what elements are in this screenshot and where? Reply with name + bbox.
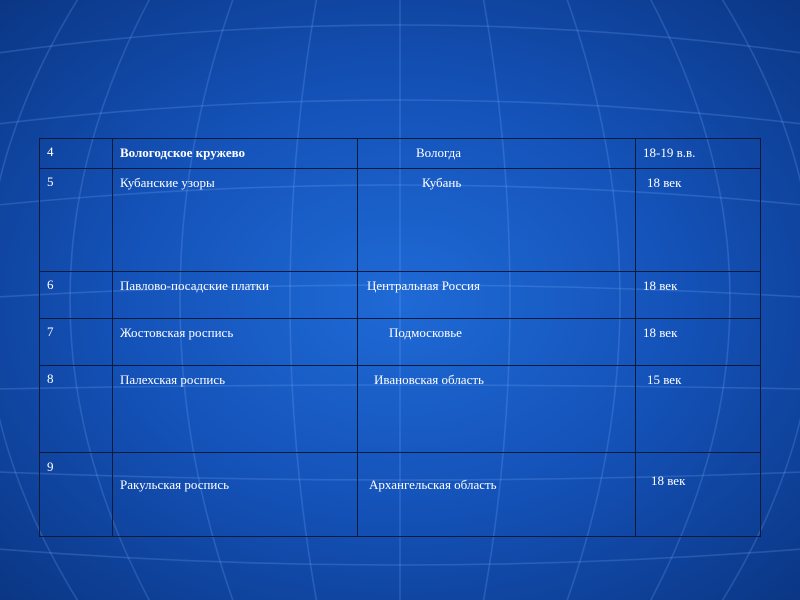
craft-name-cell [113,319,358,366]
craft-name-cell [113,366,358,453]
craft-name: Ракульская роспись [120,477,230,492]
region-cell [358,139,636,169]
craft-name-cell [113,272,358,319]
region: Кубань [422,175,462,190]
table-row [40,139,761,169]
row-number-cell [40,319,113,366]
row-number-cell [40,139,113,169]
century: 18 век [651,473,686,488]
row-number-cell [40,169,113,272]
century: 18-19 в.в. [643,145,696,160]
row-number: 4 [47,144,54,159]
century: 18 век [643,325,678,340]
region: Архангельская область [369,477,497,492]
region-cell [358,319,636,366]
craft-name: Павлово-посадские платки [120,278,269,293]
craft-name-cell [113,453,358,537]
crafts-table [39,138,761,537]
row-number: 9 [47,459,54,474]
craft-name: Палехская роспись [120,372,226,387]
region-cell [358,272,636,319]
region: Ивановская область [374,372,484,387]
row-number-cell [40,272,113,319]
row-number: 8 [47,371,54,386]
century: 15 век [647,372,682,387]
craft-name: Вологодское кружево [120,145,246,160]
craft-name: Жостовская роспись [120,325,234,340]
table-row [40,272,761,319]
century-cell [636,139,761,169]
region-cell [358,453,636,537]
region-cell [358,366,636,453]
region-cell [358,169,636,272]
table-row [40,366,761,453]
century-cell [636,453,761,537]
century-cell [636,272,761,319]
region: Центральная Россия [367,278,480,293]
row-number-cell [40,453,113,537]
century: 18 век [647,175,682,190]
row-number: 5 [47,174,54,189]
century-cell [636,366,761,453]
century-cell [636,169,761,272]
row-number-cell [40,366,113,453]
table-row [40,453,761,537]
craft-name-cell [113,169,358,272]
table-row [40,319,761,366]
table-row [40,169,761,272]
craft-name-cell [113,139,358,169]
craft-name: Кубанские узоры [120,175,215,190]
region: Вологда [416,145,462,160]
region: Подмосковье [389,325,462,340]
century: 18 век [643,278,678,293]
century-cell [636,319,761,366]
row-number: 7 [47,324,54,339]
row-number: 6 [47,277,54,292]
